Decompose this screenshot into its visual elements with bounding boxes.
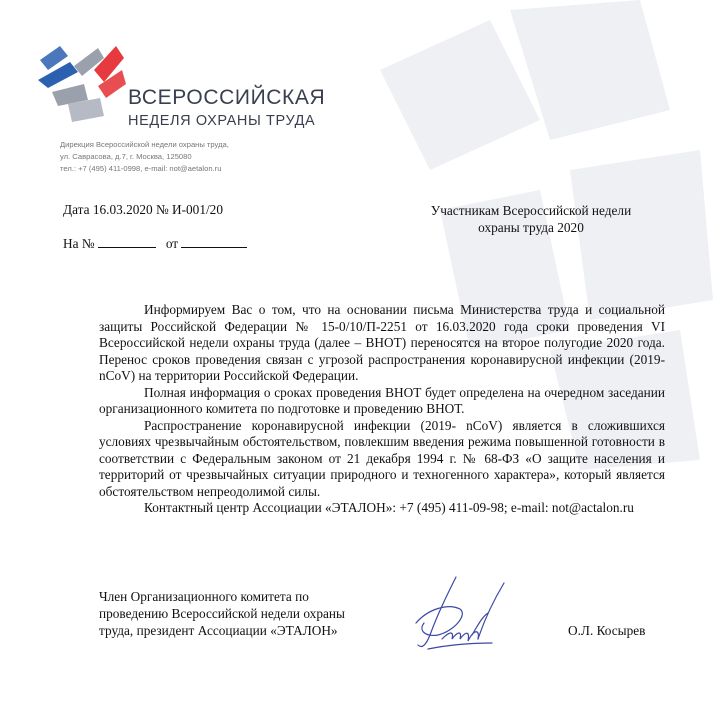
- body-paragraph: Полная информация о сроках проведения ВНОТ будет определена на очередном заседании организационного комитета по подготовке и проведению ВНОТ.: [99, 384, 665, 416]
- logo-icon: [38, 40, 128, 125]
- recipient-line: охраны труда 2020: [478, 220, 584, 235]
- signer-name: О.Л. Косырев: [568, 623, 646, 638]
- handwritten-signature: [408, 573, 510, 655]
- signer-position-line: Член Организационного комитета по: [99, 589, 309, 604]
- reference-date-label: от: [165, 236, 179, 251]
- signer-position-line: проведению Всероссийской недели охраны: [99, 606, 345, 621]
- org-address-line: тел.: +7 (495) 411-0998, e-mail: not@aetalon.ru: [60, 164, 222, 173]
- document-date-number: Дата 16.03.2020 № И-001/20: [63, 202, 223, 217]
- body-paragraph: Информируем Вас о том, что на основании письма Министерства труда и социальной защиты Российской Федерации № 15-0/10/П-2251 от 16.03.2020 года сроки проведения VI Всероссийской недели охраны труда (далее – ВНОТ) переносятся на второе полугодие 2020 года. Перенос сроков проведения связан с угрозой распространения коронавирусной инфекции (2019-nCoV) на территории Российской Федерации.: [99, 302, 665, 383]
- organization-contacts: [60, 139, 229, 175]
- signer-position-line: труда, президент Ассоциации «ЭТАЛОН»: [99, 623, 338, 638]
- reference-line: [63, 236, 247, 252]
- brand-title-line1: ВСЕРОССИЙСКАЯ: [128, 86, 326, 109]
- recipient-block: [396, 202, 666, 236]
- org-address-line: Дирекция Всероссийской недели охраны труда,: [60, 140, 229, 149]
- reference-number-blank: [98, 236, 156, 248]
- recipient-line: Участникам Всероссийской недели: [430, 203, 632, 218]
- brand-title-line2: НЕДЕЛЯ ОХРАНЫ ТРУДА: [128, 113, 316, 129]
- reference-number-label: На №: [63, 236, 95, 251]
- reference-date-blank: [181, 236, 247, 248]
- letter-body: [99, 302, 665, 517]
- signer-position: [99, 588, 389, 639]
- org-address-line: ул. Саврасова, д.7, г. Москва, 125080: [60, 152, 192, 161]
- body-paragraph: Контактный центр Ассоциации «ЭТАЛОН»: +7 (495) 411-09-98; e-mail: not@actalon.ru: [144, 500, 634, 515]
- body-paragraph: Распространение коронавирусной инфекции (2019- nCoV) является в сложившихся условиях чрезвычайным обстоятельством, повлекшим введения режима повышенной готовности в соответствии с Федеральным законом от 21 декабря 1994 г. № 68-ФЗ «О защите населения и территорий от чрезвычайных ситуации природного и техногенного характера», который является обстоятельством непреодолимой силы.: [99, 417, 665, 499]
